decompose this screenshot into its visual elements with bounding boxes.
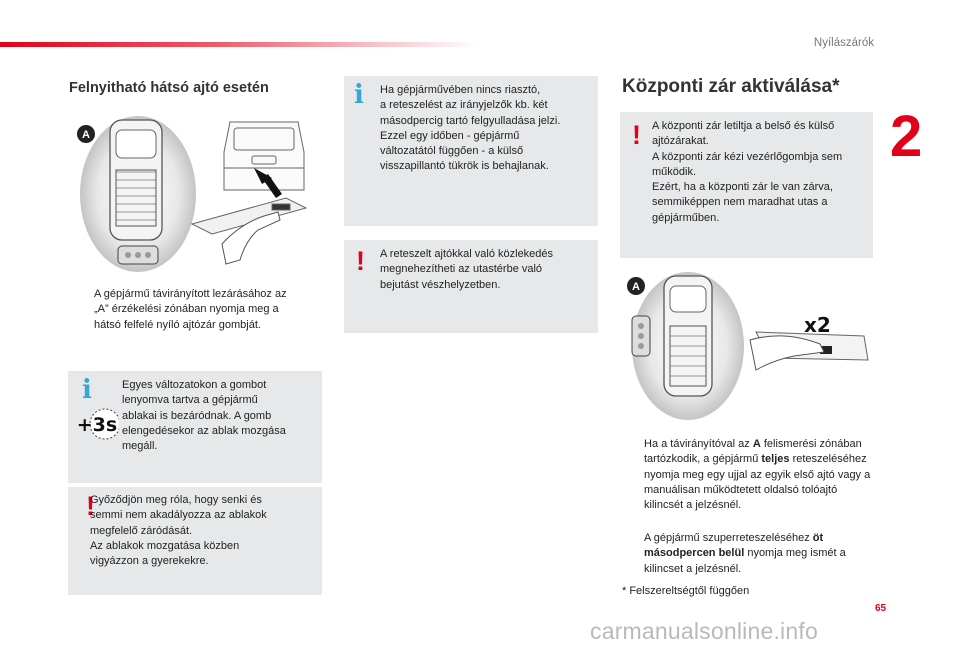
info-icon: i [82,375,92,405]
middle-warning-box [344,240,598,333]
warning-icon: ! [356,246,365,276]
info-line: Ha gépjárművében nincs riasztó, [380,84,541,96]
info-line: visszapillantó tükrök is behajlanak. [380,160,549,173]
warning-icon: ! [632,120,641,150]
info-icon: i [354,80,364,110]
left-section-heading: Felnyitható hátsó ajtó esetén [69,80,269,96]
warning-line: Ezért, ha a központi zár le van zárva, [652,181,833,194]
header-red-bar [0,42,480,47]
info-line: Ezzel egy időben - gépjármű [380,129,520,142]
warning-line: ajtózárakat. [652,135,709,148]
warning-line: A központi zár letiltja a belső és külső [652,120,835,132]
warning-line: A reteszelt ajtókkal való közlekedés [380,248,554,260]
info-line: Egyes változatokon a gombot [122,379,267,391]
info-line: ablakai is bezáródnak. A gomb [122,409,272,422]
warning-line: vigyázzon a gyerekekre. [90,555,209,568]
warning-line: semmi nem akadályozza az ablakok [90,509,267,522]
warning-line: semmiképpen nem maradhat utas a [652,196,828,209]
warning-line: bejutást vészhelyzetben. [380,278,501,291]
press-twice-label: x2 [804,313,831,337]
footnote: * Felszereltségtől függően [622,585,750,597]
warning-line: Győződjön meg róla, hogy senki és [90,494,262,506]
bullet-text: Ha a távirányítóval az A felismerési zónában tartózkodik, a gépjármű teljes reteszeléséhez nyomja meg egy ujjal az egyik első ajtó vagy a manuálisan működtetett oldalsó tolóajtó kilincsét a jelzésnél. [644,438,871,512]
info-line: elengedésekor az ablak mozgása [122,424,286,437]
chapter-number: 2 [890,104,923,169]
warning-line: működik. [652,165,697,178]
bullet-text: A gépjármű szuperreteszeléséhez öt másodpercen belül nyomja meg ismét a kilincset a jelzésnél. [644,532,846,575]
info-line: lenyomva tartva a gépjármű [122,394,258,407]
zone-label: A [632,281,640,293]
bullet-line: hátsó felfelé nyíló ajtózár gombját. [94,318,261,331]
info-line: a reteszelést az irányjelzők kb. két [380,99,548,112]
bullet-line: A gépjármű távirányított lezárásához az [94,288,287,300]
left-instruction-bullet [72,287,322,333]
watermark: carmanualsonline.info [590,618,818,644]
right-section-heading: Központi zár aktiválása* [622,76,840,97]
warning-line: Az ablakok mozgatása közben [90,539,240,552]
warning-line: A központi zár kézi vezérlőgombja sem [652,150,843,163]
right-instruction-bullet-1 [622,437,874,513]
bullet-line: „A” érzékelési zónában nyomja meg a [94,303,279,316]
plus-3s-badge [75,406,119,442]
right-instruction-bullet-2 [622,531,874,577]
left-warning-box [68,487,322,595]
info-line: változatától függően - a külső [380,145,524,158]
warning-line: gépjárműben. [652,211,720,224]
central-lock-illustration [624,270,874,422]
warning-line: megfelelő záródását. [90,524,193,537]
warning-line: megnehezítheti az utastérbe való [380,263,543,276]
warning-icon: ! [86,491,95,521]
tailgate-illustration [72,112,322,272]
badge-label: +3s [76,414,118,436]
right-warning-box [620,112,873,258]
info-line: megáll. [122,440,158,453]
section-title: Nyílászárók [813,37,874,49]
zone-label: A [82,129,90,141]
info-line: másodpercig tartó felgyulladása jelzi. [380,114,561,127]
page-number: 65 [875,603,887,614]
middle-info-box [344,76,598,226]
hand-icon [750,336,824,370]
